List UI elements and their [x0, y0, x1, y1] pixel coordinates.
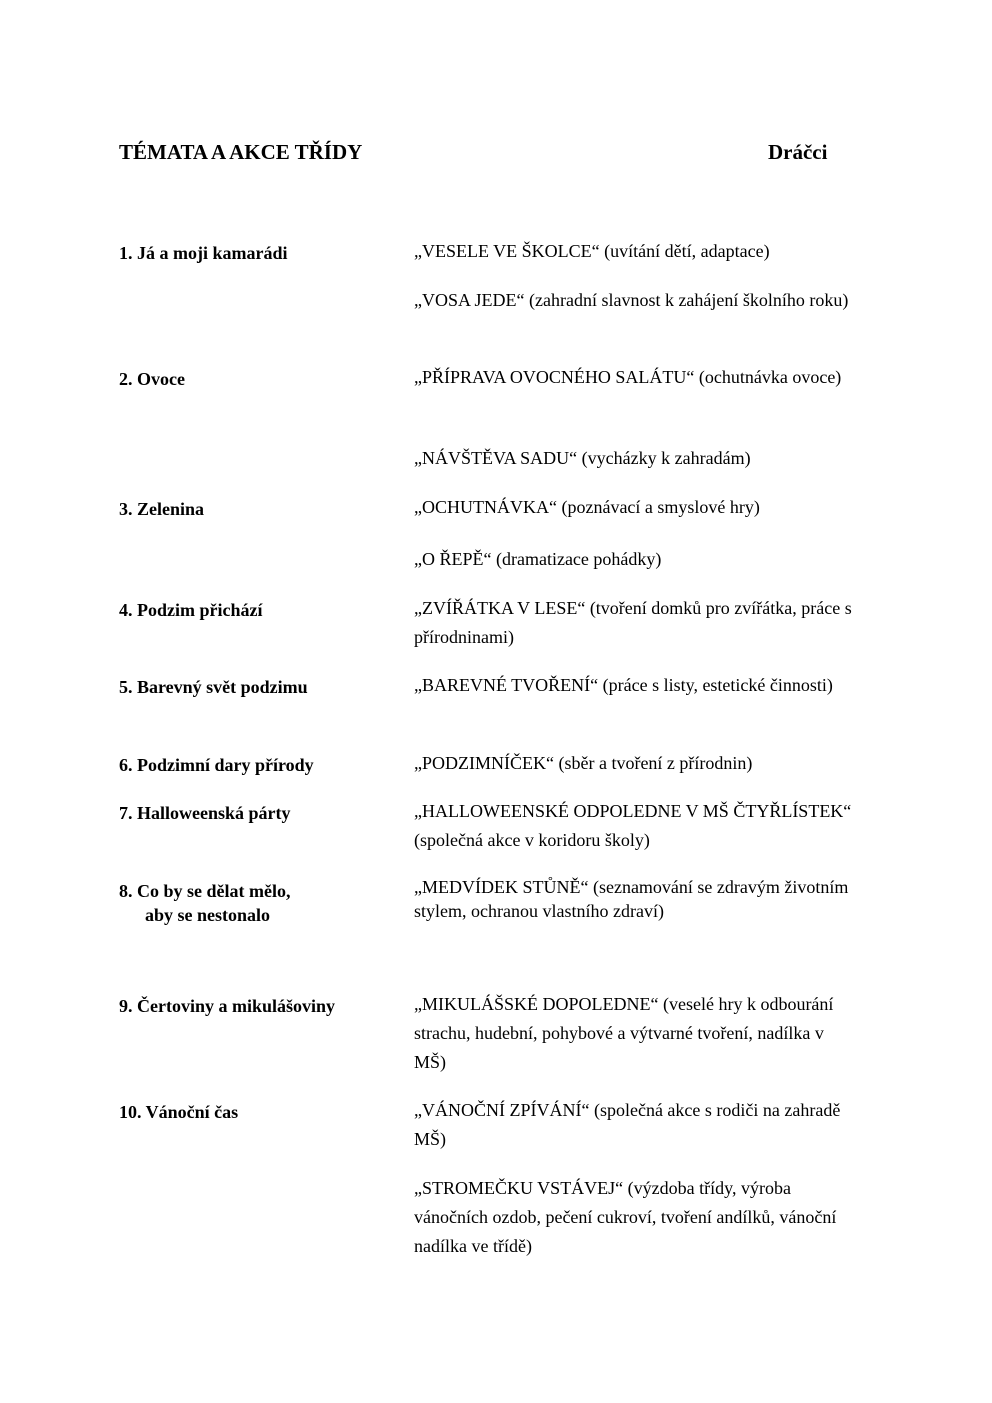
theme-name: 4. Podzim přichází: [119, 600, 263, 620]
event-text: „OCHUTNÁVKA“ (poznávací a smyslové hry): [414, 497, 760, 517]
event-text: „HALLOWEENSKÉ ODPOLEDNE V MŠ ČTYŘLÍSTEK“ (společná akce v koridoru školy): [414, 801, 852, 850]
event-text: „VOSA JEDE“ (zahradní slavnost k zahájení školního roku): [414, 290, 849, 310]
event-text: „MIKULÁŠSKÉ DOPOLEDNE“ (veselé hry k odbourání strachu, hudební, pohybové a výtvarné tvoření, nadílka v MŠ): [414, 994, 834, 1072]
event-text: „STROMEČKU VSTÁVEJ“ (výzdoba třídy, výroba vánočních ozdob, pečení cukroví, tvoření andílků, vánoční nadílka ve třídě): [414, 1178, 837, 1256]
event-text: „PŘÍPRAVA OVOCNÉHO SALÁTU“ (ochutnávka ovoce): [414, 367, 842, 387]
class-name: Dráčci: [768, 140, 828, 164]
theme-name: 3. Zelenina: [119, 499, 205, 519]
theme-name: 1. Já a moji kamarádi: [119, 243, 288, 263]
theme-name: 9. Čertoviny a mikulášoviny: [119, 996, 336, 1016]
event-text: „NÁVŠTĚVA SADU“ (vycházky k zahradám): [414, 448, 751, 468]
theme-name-line: aby se nestonalo: [145, 905, 271, 925]
event-text: „VÁNOČNÍ ZPÍVÁNÍ“ (společná akce s rodiči na zahradě MŠ): [414, 1100, 841, 1149]
theme-name-line: 8. Co by se dělat mělo,: [119, 881, 291, 901]
event-text: „O ŘEPĚ“ (dramatizace pohádky): [414, 549, 662, 569]
theme-name: 5. Barevný svět podzimu: [119, 677, 308, 697]
theme-name: 10. Vánoční čas: [119, 1102, 239, 1122]
theme-name: 6. Podzimní dary přírody: [119, 755, 314, 775]
theme-name: 2. Ovoce: [119, 369, 185, 389]
event-text: „VESELE VE ŠKOLCE“ (uvítání dětí, adaptace): [414, 241, 770, 261]
event-text: „ZVÍŘÁTKA V LESE“ (tvoření domků pro zvířátka, práce s přírodninami): [414, 598, 852, 647]
event-text: „MEDVÍDEK STŮNĚ“ (seznamování se zdravým životním stylem, ochranou vlastního zdraví): [414, 877, 849, 921]
theme-name: 7. Halloweenská párty: [119, 803, 291, 823]
event-text: „BAREVNÉ TVOŘENÍ“ (práce s listy, estetické činnosti): [414, 675, 833, 695]
theme-name: [119, 879, 399, 927]
page-title: TÉMATA A AKCE TŘÍDY: [119, 140, 363, 164]
event-text: „PODZIMNÍČEK“ (sběr a tvoření z přírodnin): [414, 753, 753, 773]
